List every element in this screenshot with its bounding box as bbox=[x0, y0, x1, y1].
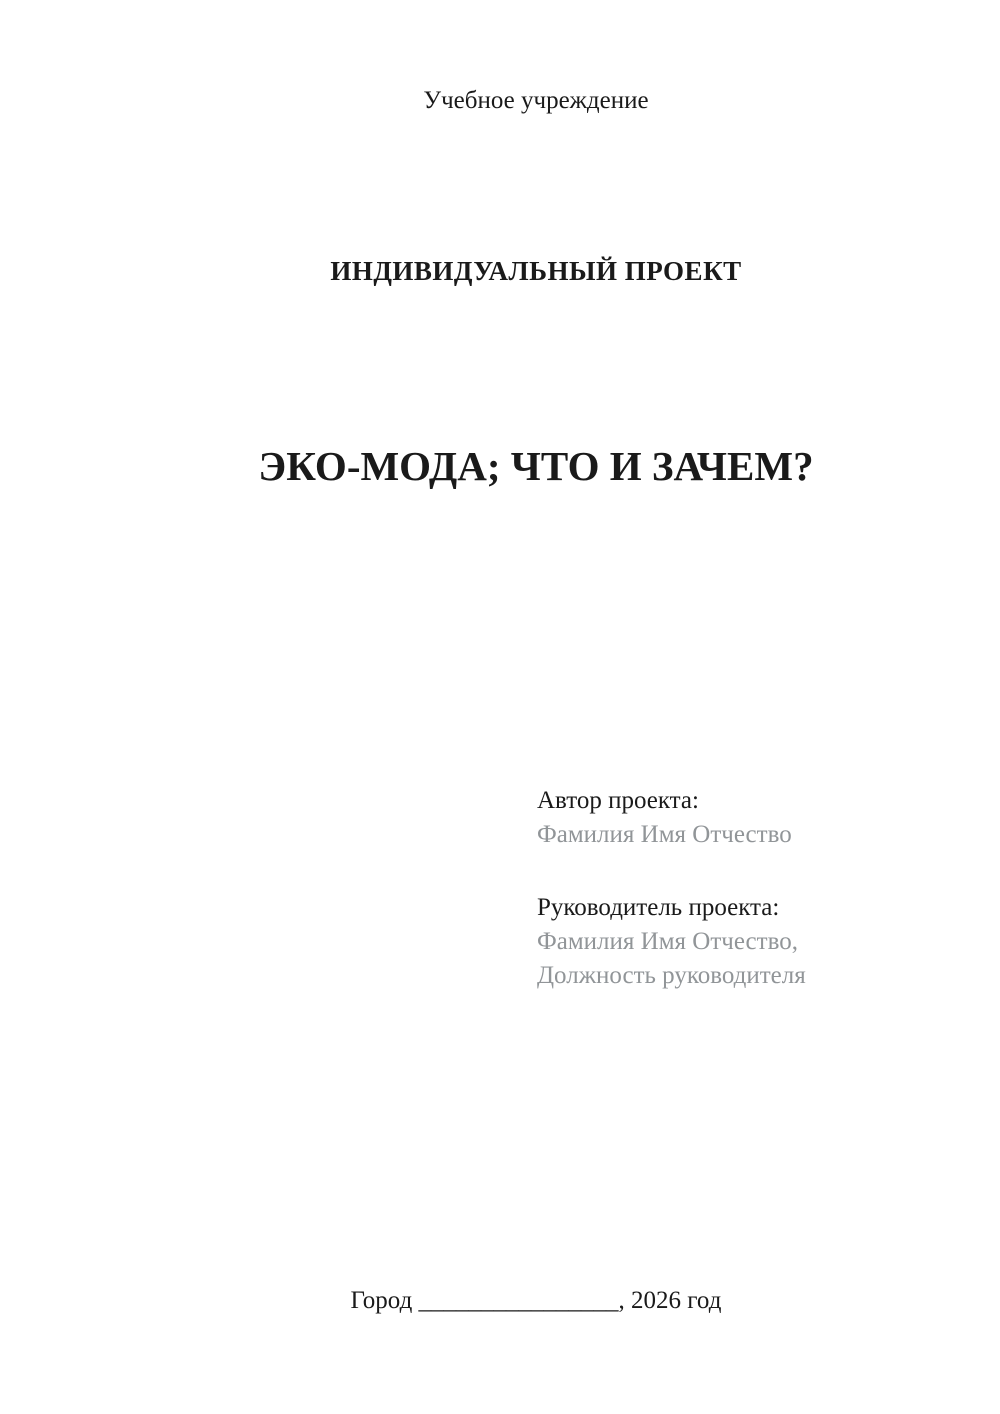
supervisor-position-placeholder: Должность руководителя bbox=[537, 962, 806, 989]
document-type-label: ИНДИВИДУАЛЬНЫЙ ПРОЕКТ bbox=[330, 256, 742, 286]
project-title: ЭКО-МОДА; ЧТО И ЗАЧЕМ? bbox=[258, 443, 814, 489]
author-name-placeholder: Фамилия Имя Отчество bbox=[537, 821, 792, 848]
supervisor-label: Руководитель проекта: bbox=[537, 894, 780, 921]
supervisor-name-placeholder: Фамилия Имя Отчество, bbox=[537, 928, 798, 955]
city-year-line: Город ________________, 2026 год bbox=[350, 1287, 722, 1314]
institution-name: Учебное учреждение bbox=[423, 87, 649, 114]
credits-block bbox=[537, 784, 806, 993]
author-label: Автор проекта: bbox=[537, 787, 699, 814]
